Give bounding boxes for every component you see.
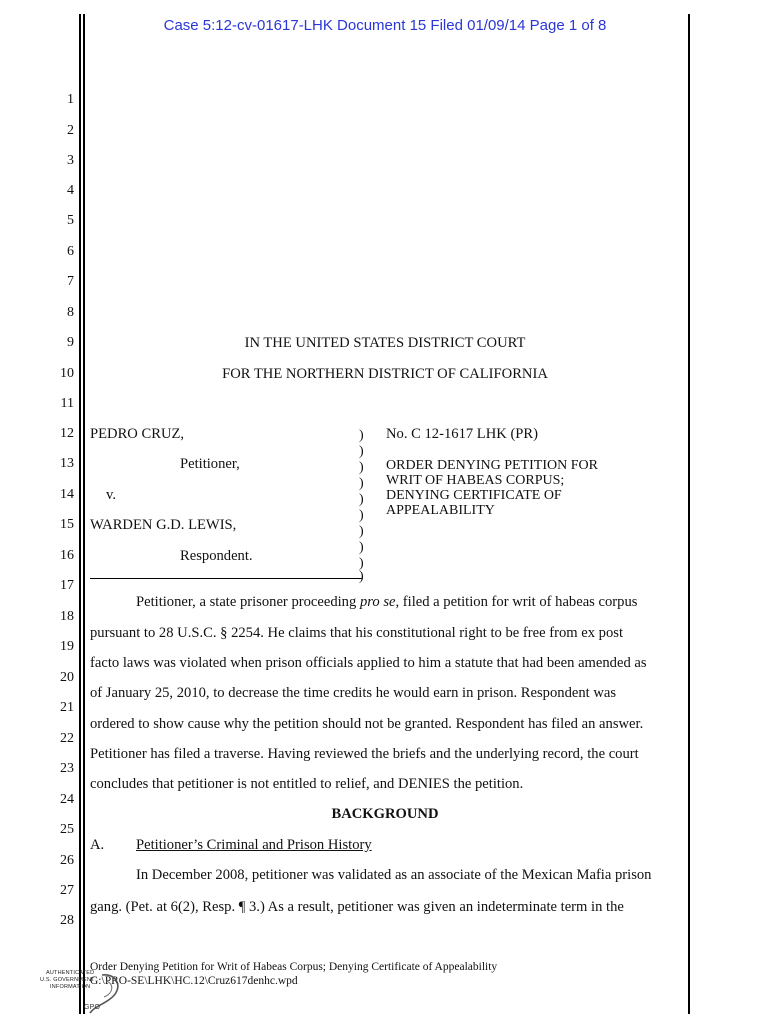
footer-path: G:\PRO-SE\LHK\HC.12\Cruz617denhc.wpd (90, 975, 298, 987)
order-title-line: APPEALABILITY (386, 503, 495, 518)
background-line-2: gang. (Pet. at 6(2), Resp. ¶ 3.) As a result, petitioner was given an indeterminate term in the (90, 899, 624, 915)
line-number: 23 (60, 761, 74, 776)
paren: ) (359, 444, 364, 459)
line-number: 3 (67, 153, 74, 168)
caption-rule (90, 578, 362, 579)
line-number: 4 (67, 183, 74, 198)
paren: ) (359, 492, 364, 507)
intro-line-5: ordered to show cause why the petition should not be granted. Respondent has filed an answer. (90, 716, 644, 732)
paren: ) (359, 556, 364, 571)
line-number: 11 (60, 396, 74, 411)
paren: ) (359, 508, 364, 523)
line-number: 13 (60, 456, 74, 471)
line-number: 26 (60, 853, 74, 868)
paren: ) (359, 569, 364, 584)
line-number: 18 (60, 609, 74, 624)
intro-line-3: facto laws was violated when prison officials applied to him a statute that had been amended as (90, 655, 647, 671)
footer-title: Order Denying Petition for Writ of Habeas Corpus; Denying Certificate of Appealability (90, 961, 498, 973)
line-number: 5 (67, 213, 74, 228)
line-number: 16 (60, 548, 74, 563)
left-margin-line (79, 14, 81, 1014)
line-number: 20 (60, 670, 74, 685)
section-heading: BACKGROUND (331, 806, 439, 822)
respondent-role: Respondent. (180, 548, 253, 564)
line-number: 25 (60, 822, 74, 837)
petitioner-name: PEDRO CRUZ, (90, 426, 185, 442)
versus: v. (106, 487, 116, 503)
line-number: 12 (60, 426, 74, 441)
intro-line-6: Petitioner has filed a traverse. Having reviewed the briefs and the underlying record, the court (90, 746, 639, 762)
line-number: 8 (67, 305, 74, 320)
line-number: 19 (60, 639, 74, 654)
paren: ) (359, 460, 364, 475)
line-number: 7 (67, 274, 74, 289)
line-number: 10 (60, 366, 74, 381)
intro-line-4: of January 25, 2010, to decrease the time credits he would earn in prison. Respondent was (90, 685, 617, 701)
line-number: 2 (67, 123, 74, 138)
paren: ) (359, 524, 364, 539)
line-number: 22 (60, 731, 74, 746)
order-title-line: ORDER DENYING PETITION FOR (386, 458, 598, 473)
court-name: IN THE UNITED STATES DISTRICT COURT (244, 335, 526, 351)
background-line-1: In December 2008, petitioner was validated as an associate of the Mexican Mafia prison (136, 867, 652, 883)
paren: ) (359, 540, 364, 555)
subsection-letter: A. (90, 837, 105, 853)
line-number: 6 (67, 244, 74, 259)
left-margin-line-inner (83, 14, 85, 1014)
right-margin-line (688, 14, 690, 1014)
line-number: 27 (60, 883, 74, 898)
order-title-line: WRIT OF HABEAS CORPUS; (386, 473, 565, 488)
line-number: 24 (60, 792, 74, 807)
line-number: 15 (60, 517, 74, 532)
subsection-title: Petitioner’s Criminal and Prison History (136, 837, 372, 853)
intro-line-1: Petitioner, a state prisoner proceeding pro se, filed a petition for writ of habeas corpus (136, 594, 638, 610)
gpo-authentication-logo: AUTHENTICATED U.S. GOVERNMENT INFORMATION GPO (40, 967, 130, 1017)
order-title-line: DENYING CERTIFICATE OF (386, 488, 562, 503)
line-number: 1 (67, 92, 74, 107)
case-header: Case 5:12-cv-01617-LHK Document 15 Filed 01/09/14 Page 1 of 8 (163, 17, 607, 34)
respondent-name: WARDEN G.D. LEWIS, (90, 517, 237, 533)
intro-line-7: concludes that petitioner is not entitled to relief, and DENIES the petition. (90, 776, 524, 792)
case-number: No. C 12-1617 LHK (PR) (386, 426, 539, 442)
paren: ) (359, 428, 364, 443)
line-number: 17 (60, 578, 74, 593)
court-district: FOR THE NORTHERN DISTRICT OF CALIFORNIA (222, 366, 548, 382)
line-number: 9 (67, 335, 74, 350)
line-number: 21 (60, 700, 74, 715)
line-number: 14 (60, 487, 74, 502)
petitioner-role: Petitioner, (180, 456, 240, 472)
paren: ) (359, 476, 364, 491)
intro-line-2: pursuant to 28 U.S.C. § 2254. He claims that his constitutional right to be free from ex post (90, 625, 623, 641)
line-number: 28 (60, 913, 74, 928)
